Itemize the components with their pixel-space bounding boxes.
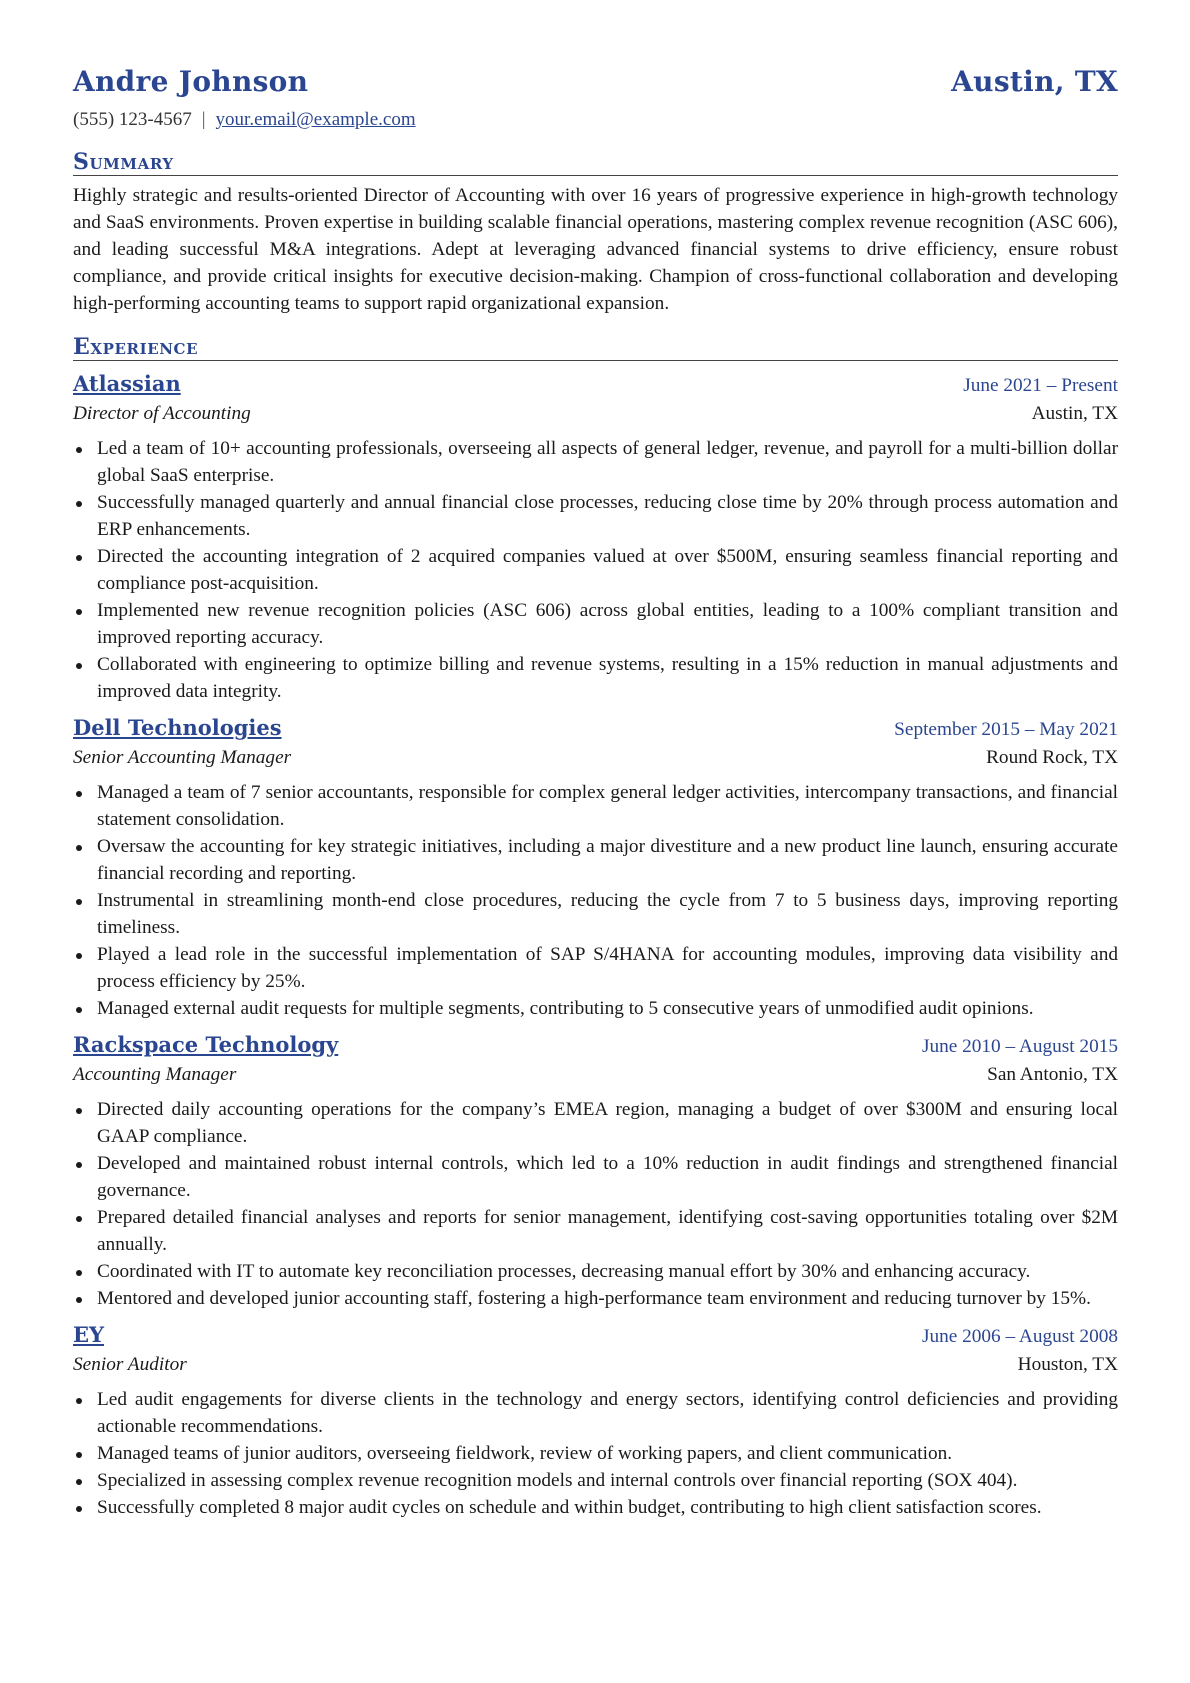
bullet-item [97,887,1118,941]
bullet-text: Implemented new revenue recognition policies (ASC 606) across global entities, leading to a 100% compliant transition and improved reporting accuracy. [97,600,1118,648]
bullet-text: Successfully completed 8 major audit cycles on schedule and within budget, contributing to high client satisfaction scores. [97,1497,1042,1518]
job-title: Senior Accounting Manager [73,747,292,768]
bullet-item [97,941,1118,995]
bullet-text: Developed and maintained robust internal controls, which led to a 10% reduction in audit findings and strengthened financial governance. [97,1153,1118,1201]
bullet-icon [76,555,82,561]
summary-text: Highly strategic and results-oriented Director of Accounting with over 16 years of progressive experience in high-growth technology and SaaS environments. Proven expertise in building scalable financial operations, mastering complex revenue recognition (ASC 606), and leading successful M&A integrations. Adept at leveraging advanced financial systems to drive efficiency, ensure robust compliance, and provide critical insights for executive decision-making. Champion of cross-functional collaboration and developing high-performing accounting teams to support rapid organizational expansion. [73,185,1118,314]
bullet-icon [76,1297,82,1303]
bullet-icon [76,609,82,615]
bullet-icon [76,1452,82,1458]
bullet-text: Played a lead role in the successful implementation of SAP S/4HANA for accounting modules, improving data visibility and process efficiency by 25%. [97,944,1118,992]
bullet-icon [76,501,82,507]
bullet-text: Led a team of 10+ accounting professionals, overseeing all aspects of general ledger, revenue, and payroll for a multi-billion dollar global SaaS enterprise. [97,438,1118,486]
company-link[interactable]: Rackspace Technology [73,1032,339,1057]
company-link[interactable]: EY [73,1322,104,1347]
bullet-item [97,435,1118,489]
bullet-text: Mentored and developed junior accounting staff, fostering a high-performance team environment and reducing turnover by 15%. [97,1288,1091,1309]
bullet-item [97,1204,1118,1258]
job-dates: June 2006 – August 2008 [921,1326,1118,1347]
job-bullets [73,1386,1118,1521]
bullet-item [97,651,1118,705]
bullet-icon [76,1270,82,1276]
bullet-item [97,1467,1118,1494]
bullet-text: Oversaw the accounting for key strategic initiatives, including a major divestiture and a new product line launch, ensuring accurate financial recording and reporting. [97,836,1118,884]
job-entry [73,369,1118,705]
job-dates: September 2015 – May 2021 [894,719,1118,740]
bullet-icon [76,953,82,959]
job-bullets [73,779,1118,1022]
bullet-item [97,1494,1118,1521]
job-location: Houston, TX [1017,1354,1118,1375]
job-bullets [73,1096,1118,1312]
job-title: Director of Accounting [73,403,251,424]
job-entry [73,1320,1118,1521]
bullet-text: Specialized in assessing complex revenue recognition models and internal controls over financial reporting (SOX 404). [97,1470,1018,1491]
bullet-item [97,1258,1118,1285]
resume-header [73,0,1118,100]
bullet-icon [76,791,82,797]
bullet-text: Collaborated with engineering to optimize billing and revenue systems, resulting in a 15% reduction in manual adjustments and improved data integrity. [97,654,1118,702]
bullet-item [97,1150,1118,1204]
bullet-text: Instrumental in streamlining month-end close procedures, reducing the cycle from 7 to 5 business days, improving reporting timeliness. [97,890,1118,938]
phone-number: (555) 123-4567 [73,109,192,130]
job-title: Senior Auditor [73,1354,187,1375]
bullet-item [97,1440,1118,1467]
bullet-item [97,597,1118,651]
bullet-item [97,833,1118,887]
job-location: Round Rock, TX [986,747,1118,768]
bullet-icon [76,447,82,453]
bullet-text: Managed external audit requests for multiple segments, contributing to 5 consecutive years of unmodified audit opinions. [97,998,1034,1019]
bullet-text: Managed teams of junior auditors, overseeing fieldwork, review of working papers, and client communication. [97,1443,953,1464]
bullet-item [97,1285,1118,1312]
bullet-icon [76,845,82,851]
email-link[interactable]: your.email@example.com [215,109,416,130]
candidate-name: Andre Johnson [73,65,309,98]
job-entry [73,713,1118,1022]
bullet-icon [76,1216,82,1222]
bullet-icon [76,663,82,669]
bullet-icon [76,1007,82,1013]
bullet-item [97,489,1118,543]
candidate-location: Austin, TX [951,65,1118,98]
bullet-icon [76,1398,82,1404]
bullet-icon [76,1479,82,1485]
experience-heading: Experience [73,335,1118,361]
bullet-text: Led audit engagements for diverse clients in the technology and energy sectors, identifying control deficiencies and providing actionable recommendations. [97,1389,1118,1437]
bullet-text: Directed the accounting integration of 2 acquired companies valued at over $500M, ensuring seamless financial reporting and compliance post-acquisition. [97,546,1118,594]
bullet-text: Prepared detailed financial analyses and reports for senior management, identifying cost-saving opportunities totaling over $2M annually. [97,1207,1118,1255]
job-bullets [73,435,1118,705]
company-link[interactable]: Dell Technologies [73,715,282,740]
company-link[interactable]: Atlassian [73,371,181,396]
bullet-text: Coordinated with IT to automate key reconciliation processes, decreasing manual effort by 30% and enhancing accuracy. [97,1261,1031,1282]
bullet-icon [76,1506,82,1512]
contact-separator: | [201,109,206,130]
bullet-icon [76,1162,82,1168]
bullet-icon [76,899,82,905]
bullet-text: Successfully managed quarterly and annual financial close processes, reducing close time by 20% through process automation and ERP enhancements. [97,492,1118,540]
bullet-item [97,543,1118,597]
job-title: Accounting Manager [73,1064,237,1085]
job-location: San Antonio, TX [987,1064,1118,1085]
job-entry [73,1030,1118,1312]
experience-list [73,369,1118,1521]
bullet-item [97,995,1118,1022]
job-dates: June 2010 – August 2015 [921,1036,1118,1057]
summary-heading: Summary [73,150,1118,176]
bullet-text: Directed daily accounting operations for the company’s EMEA region, managing a budget of over $300M and ensuring local GAAP compliance. [97,1099,1118,1147]
bullet-icon [76,1108,82,1114]
bullet-item [97,1096,1118,1150]
bullet-item [97,779,1118,833]
job-dates: June 2021 – Present [963,375,1118,396]
contact-line [73,108,1118,132]
job-location: Austin, TX [1031,403,1118,424]
bullet-text: Managed a team of 7 senior accountants, responsible for complex general ledger activities, intercompany transactions, and financial statement consolidation. [97,782,1118,830]
bullet-item [97,1386,1118,1440]
